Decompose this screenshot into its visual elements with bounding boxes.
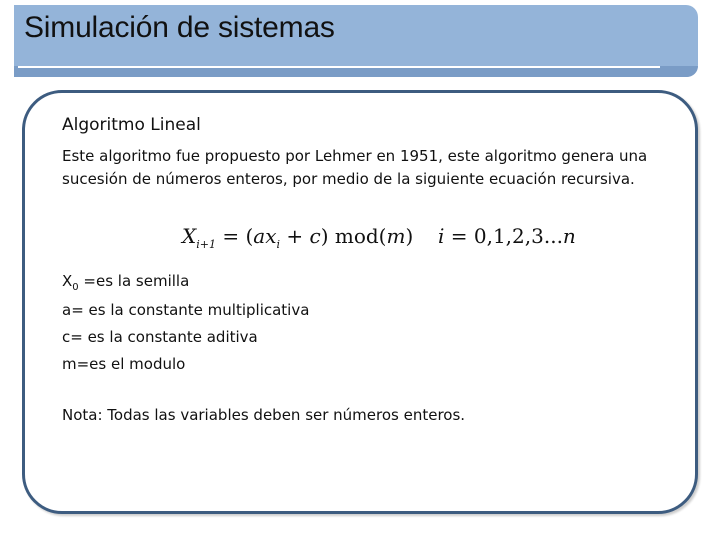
eq-m: m — [386, 224, 406, 248]
equation-formula — [182, 224, 414, 251]
eq-close: ) — [405, 224, 414, 248]
eq-xi: x — [265, 224, 277, 248]
intro-paragraph: Este algoritmo fue propuesto por Lehmer en 1951, este algoritmo genera una sucesión de números enteros, por medio de la siguiente ecuación recursiva. — [62, 147, 648, 188]
definition-seed — [62, 268, 662, 297]
content-text — [62, 113, 662, 190]
equation-index-range — [438, 224, 576, 248]
eq-a: a — [253, 224, 266, 248]
eq-n: n — [562, 224, 576, 248]
variable-definitions — [62, 268, 662, 378]
eq-xi-subscript: i — [276, 238, 281, 251]
seed-text: =es la semilla — [78, 272, 190, 290]
section-heading: Algoritmo Lineal — [62, 115, 201, 135]
seed-subscript: 0 — [72, 282, 79, 293]
eq-mod: ) mod( — [320, 224, 387, 248]
definition-a: a= es la constante multiplicativa — [62, 301, 310, 319]
title-underline — [18, 66, 660, 68]
eq-c: c — [309, 224, 321, 248]
seed-var: X — [62, 272, 73, 290]
definition-c: c= es la constante aditiva — [62, 328, 258, 346]
eq-x: X — [182, 224, 197, 248]
eq-index-values: = 0,1,2,3... — [444, 224, 563, 248]
eq-equals: = ( — [215, 224, 254, 248]
definition-m: m=es el modulo — [62, 355, 186, 373]
eq-plus: + — [280, 224, 310, 248]
eq-x-subscript: i+1 — [196, 238, 216, 251]
recursive-equation — [182, 224, 582, 258]
eq-i: i — [438, 224, 445, 248]
note-text: Nota: Todas las variables deben ser números enteros. — [62, 406, 466, 424]
slide-title: Simulación de sistemas — [24, 11, 335, 44]
